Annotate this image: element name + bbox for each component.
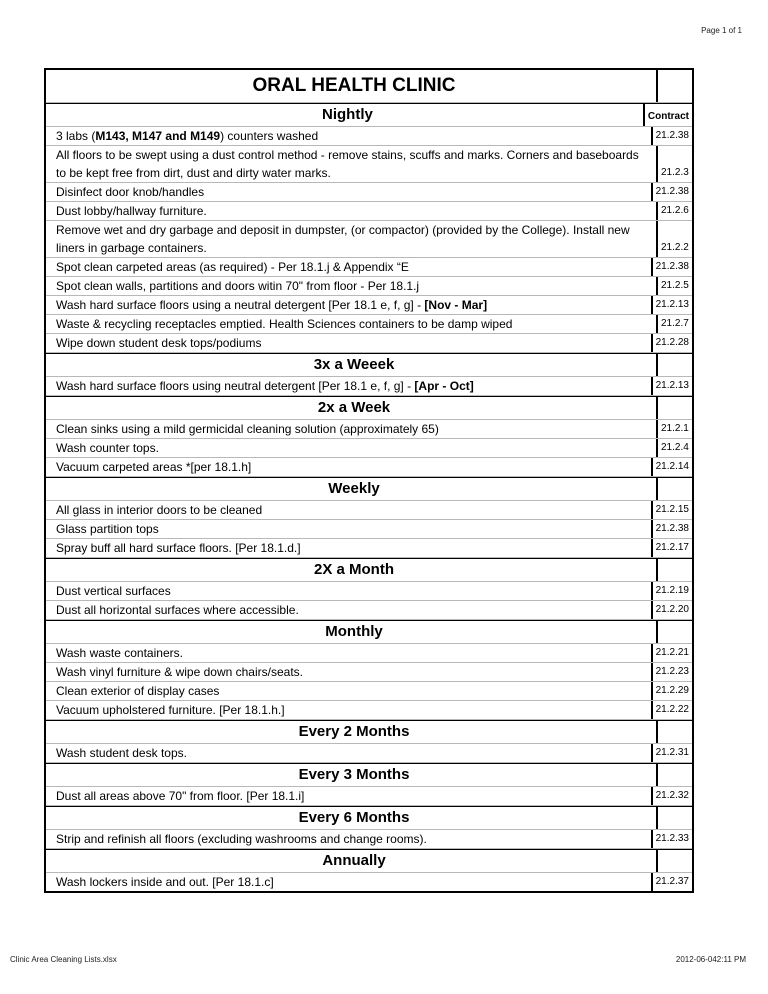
section-ref-cell — [658, 807, 692, 829]
task-description: Wash student desk tops. — [46, 744, 653, 762]
contract-ref: 21.2.1 — [661, 423, 689, 434]
task-description: Clean sinks using a mild germicidal cleaning solution (approximately 65) — [46, 420, 658, 438]
contract-ref: 21.2.5 — [661, 280, 689, 291]
task-description: Waste & recycling receptacles emptied. Health Sciences containers to be damp wiped — [46, 315, 658, 333]
section-header — [46, 849, 692, 873]
contract-ref: 21.2.38 — [655, 523, 689, 534]
section-header — [46, 806, 692, 830]
contract-ref: 21.2.32 — [655, 790, 689, 801]
task-description: Wash vinyl furniture & wipe down chairs/seats. — [46, 663, 653, 681]
contract-ref: 21.2.4 — [661, 442, 689, 453]
task-row — [46, 202, 692, 221]
footer-datetime: 2012-06-042:11 PM — [675, 955, 746, 964]
contract-ref: 21.2.28 — [655, 337, 689, 348]
contract-ref: 21.2.38 — [655, 261, 689, 272]
contract-ref: 21.2.33 — [655, 833, 689, 844]
contract-ref: 21.2.19 — [655, 585, 689, 596]
task-row — [46, 221, 692, 258]
contract-ref: 21.2.37 — [655, 876, 689, 887]
task-description: Dust all areas above 70" from floor. [Per 18.1.i] — [46, 787, 653, 805]
section-header — [46, 353, 692, 377]
section-ref-cell — [658, 764, 692, 786]
task-row — [46, 258, 692, 277]
contract-ref: 21.2.17 — [655, 542, 689, 553]
task-row — [46, 682, 692, 701]
task-row — [46, 539, 692, 558]
contract-ref: 21.2.31 — [655, 747, 689, 758]
task-description: Wash waste containers. — [46, 644, 653, 662]
section-header — [46, 477, 692, 501]
contract-ref: 21.2.7 — [661, 318, 689, 329]
task-description: Disinfect door knob/handles — [46, 183, 653, 201]
page-number: Page 1 of 1 — [701, 26, 742, 35]
section-title: Monthly — [46, 621, 658, 643]
task-row — [46, 458, 692, 477]
section-header — [46, 620, 692, 644]
task-row — [46, 277, 692, 296]
contract-column-header: Contract — [647, 111, 689, 122]
task-description: Vacuum carpeted areas *[per 18.1.h] — [46, 458, 653, 476]
task-description: Wash hard surface floors using a neutral detergent [Per 18.1 e, f, g] - [Nov - Mar] — [46, 296, 653, 314]
task-description: Spot clean walls, partitions and doors witin 70" from floor - Per 18.1.j — [46, 277, 658, 295]
contract-ref: 21.2.3 — [661, 167, 689, 178]
section-title: Weekly — [46, 478, 658, 500]
task-description: Wash counter tops. — [46, 439, 658, 457]
contract-ref: 21.2.23 — [655, 666, 689, 677]
task-description: Remove wet and dry garbage and deposit in dumpster, (or compactor) (provided by the College). Install new liners in garbage containers. — [46, 221, 658, 257]
task-row — [46, 296, 692, 315]
section-title: Every 6 Months — [46, 807, 658, 829]
section-title: Every 2 Months — [46, 721, 658, 743]
section-ref-cell — [658, 621, 692, 643]
title-row — [46, 70, 692, 103]
section-ref-cell — [658, 559, 692, 581]
section-header — [46, 103, 692, 127]
contract-ref: 21.2.22 — [655, 704, 689, 715]
title-ref-cell — [658, 70, 692, 102]
task-row — [46, 501, 692, 520]
task-description: Strip and refinish all floors (excluding washrooms and change rooms). — [46, 830, 653, 848]
section-title: 2X a Month — [46, 559, 658, 581]
contract-ref: 21.2.13 — [655, 380, 689, 391]
contract-ref: 21.2.29 — [655, 685, 689, 696]
task-description: All floors to be swept using a dust control method - remove stains, scuffs and marks. Corners and baseboards to be kept free from dirt, dust and dirty water marks. — [46, 146, 658, 182]
task-row — [46, 183, 692, 202]
contract-ref: 21.2.38 — [655, 130, 689, 141]
section-header — [46, 558, 692, 582]
task-row — [46, 787, 692, 806]
task-row — [46, 744, 692, 763]
section-title: Annually — [46, 850, 658, 872]
task-row — [46, 601, 692, 620]
task-row — [46, 334, 692, 353]
section-ref-cell — [658, 721, 692, 743]
task-row — [46, 439, 692, 458]
contract-ref: 21.2.14 — [655, 461, 689, 472]
task-row — [46, 582, 692, 601]
section-ref-cell — [658, 478, 692, 500]
task-description: Wash hard surface floors using neutral detergent [Per 18.1 e, f, g] - [Apr - Oct] — [46, 377, 653, 395]
task-description: Clean exterior of display cases — [46, 682, 653, 700]
task-row — [46, 377, 692, 396]
cleaning-schedule-table — [44, 68, 694, 893]
task-description: Spray buff all hard surface floors. [Per 18.1.d.] — [46, 539, 653, 557]
task-description: Dust lobby/hallway furniture. — [46, 202, 658, 220]
footer-filename: Clinic Area Cleaning Lists.xlsx — [10, 955, 117, 964]
contract-ref: 21.2.13 — [655, 299, 689, 310]
page-title: ORAL HEALTH CLINIC — [46, 70, 658, 102]
task-description: Spot clean carpeted areas (as required) - Per 18.1.j & Appendix “E — [46, 258, 653, 276]
task-row — [46, 420, 692, 439]
task-description: 3 labs (M143, M147 and M149) counters washed — [46, 127, 653, 145]
task-row — [46, 830, 692, 849]
section-title: 2x a Week — [46, 397, 658, 419]
section-ref-cell — [658, 850, 692, 872]
task-row — [46, 315, 692, 334]
task-row — [46, 873, 692, 891]
section-header — [46, 720, 692, 744]
task-row — [46, 146, 692, 183]
task-description: Dust vertical surfaces — [46, 582, 653, 600]
task-description: Dust all horizontal surfaces where accessible. — [46, 601, 653, 619]
task-description: Glass partition tops — [46, 520, 653, 538]
contract-ref: 21.2.38 — [655, 186, 689, 197]
section-ref-cell — [658, 397, 692, 419]
contract-ref: 21.2.21 — [655, 647, 689, 658]
section-title: Nightly — [46, 104, 645, 126]
section-title: 3x a Weeek — [46, 354, 658, 376]
task-row — [46, 520, 692, 539]
task-description: All glass in interior doors to be cleaned — [46, 501, 653, 519]
contract-ref: 21.2.15 — [655, 504, 689, 515]
contract-ref: 21.2.6 — [661, 205, 689, 216]
section-header — [46, 763, 692, 787]
task-row — [46, 701, 692, 720]
task-row — [46, 663, 692, 682]
section-title: Every 3 Months — [46, 764, 658, 786]
task-row — [46, 644, 692, 663]
task-description: Wipe down student desk tops/podiums — [46, 334, 653, 352]
contract-ref: 21.2.20 — [655, 604, 689, 615]
task-description: Vacuum upholstered furniture. [Per 18.1.h.] — [46, 701, 653, 719]
section-header — [46, 396, 692, 420]
contract-ref: 21.2.2 — [661, 242, 689, 253]
section-ref-cell — [658, 354, 692, 376]
task-row — [46, 127, 692, 146]
task-description: Wash lockers inside and out. [Per 18.1.c] — [46, 873, 653, 891]
